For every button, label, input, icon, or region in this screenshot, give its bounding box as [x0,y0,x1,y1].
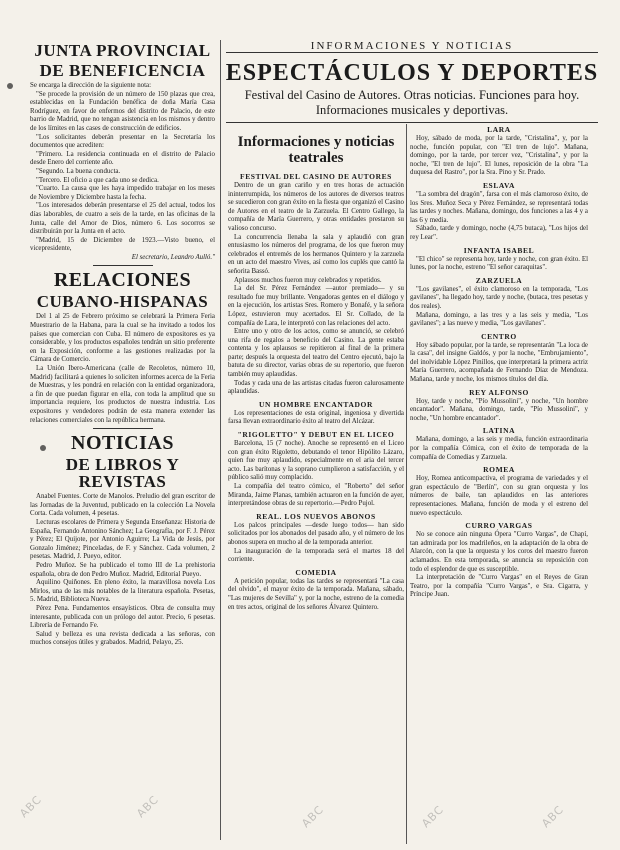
paragraph: La Unión Ibero-Americana (calle de Recoletos, número 10, Madrid) facilitará a quienes lo soliciten informes acerca de la Feria de Muestras, y les pondrá en relación con la entidad organizadora, a fin de que puedan figurar en ella, con toda la amplitud que su importancia requiere, los productos de nuestra industria. Los expositores y vendedores podrán de esta manera extender las relaciones comerciales con la república hermana. [30,365,215,424]
paragraph: "Madrid, 15 de Diciembre de 1923.—Visto bueno, el vicepresidente, [30,236,215,253]
section-heading: CURRO VARGAS [465,521,533,531]
paragraph: Hoy sábado popular, por la tarde, se representarán "La loca de la casa", del insigne Galdós, y por la noche, "Embrujamiento", del inolvidable López Pinillos, que interpretará la primera actriz María Guerrero, acompañada de Fernando Díaz de Mendoza. Mañana, tarde y noche, los mismos títulos del día. [410,341,588,384]
section-heading: UN HOMBRE ENCANTADOR [259,399,373,409]
paragraph: La interpretación de "Curro Vargas" en el Reyes de Gran Teatro, por la compañía "Curro Vargas", e Sra. Cigarra, y Príncipe Juan. [410,574,588,599]
section-heading: INFANTA ISABEL [463,245,535,255]
paragraph: "Segundo. La buena conducta. [36,167,121,175]
paragraph: Mañana, domingo, a las seis y media, función extraordinaria por la compañía Cómica, con el éxito de temporada de la compañía de Comedias y Zarzuela. [410,436,588,461]
headline-cubano-hispanas: CUBANO-HISPANAS [36,292,209,312]
section-heading: CENTRO [481,331,517,341]
page-title: ESPECTÁCULOS Y DEPORTES [225,60,599,86]
paragraph: Pérez Pena. Fundamentos ensayísticos. Obra de consulta muy interesante, publicada con un prólogo del autor. Precio, 6 pesetas. Librería de Fernando Fe. [30,604,215,630]
paragraph: Aplausos muchos fueron muy celebrados y repetidos. [234,276,382,284]
paragraph: "Los solicitantes deberán presentar en la Secretaría los documentos que acrediten: [30,133,215,150]
paragraph: La concurrencia llenaba la sala y aplaudió con gran entusiasmo los números del programa, de los que fueron muy celebrados el entremés de los hermanos Quintero y la zarzuela en un acto del maestro Vives, así como los cuplés que cantó la señorita Bassó. [228,233,404,275]
headline-beneficencia: DE BENEFICENCIA [39,61,206,80]
paragraph: Entre uno y otro de los actos, como se anunció, se celebró una rifa de regalos a beneficio del Casino. La gente estaba contenta y los aplausos se repitieron al final de la primera parte; después la orquesta del teatro del Centro ejecutó, bajo la batuta de su director, varias obras de su repertorio, que fueron también muy aplaudidas. [228,328,404,379]
signature: El secretario, Leandro Aulló." [131,253,215,261]
left-column [30,40,215,648]
paragraph: "La sombra del dragón", farsa con el más clamoroso éxito, de los Sres. Muñoz Seca y Pérez Fernández, se representará todas las tardes y noches. Mañana, domingo, dos funciones a las 4 y a las 6 y media. [410,190,588,224]
paragraph: Lecturas escolares de Primera y Segunda Enseñanza: Historia de España, Fernando Antonino Sánchez; La Geografía, por F. J. Pérez y Pérez; El Quijote, por Antonio Aguirre; La Vida de Jesús, por Gonzalo Jiménez; Pinceladas, de F. y Sánchez. Cada volumen, 2 pesetas. Madrid, J. Pueyo, editor. [30,518,215,561]
paragraph: "El chico" se representa hoy, tarde y noche, con gran éxito. El lunes, por la noche, estreno "El señor caraquitas". [410,255,588,272]
paragraph: Los representaciones de esta original, ingeniosa y divertida farsa llevan extraordinario éxito al teatro del Alcázar. [228,409,404,426]
paragraph: Barcelona, 15 (7 noche). Anoche se representó en el Liceo con gran éxito Rigoletto, debutando el tenor Hipólito Lázaro, quien fue muy aplaudido, especialmente en el aria del tercer acto. Las barítonas y la soprano cumplieron a satisfacción, y el público salió muy complacido. [228,440,404,482]
paragraph: No se conoce aún ninguna Ópera "Curro Vargas", de Chapí, tan admirada por los madrileños, en la adaptación de la obra de Alarcón, con la que la orquesta y los coros del maestro fueron aclamados. En esta temporada, se anuncia su reposición con todo el esplendor de que es susceptible. [410,531,588,573]
paragraph: Salud y belleza es una revista dedicada a las señoras, con muchos consejos útiles y grabados. Madrid, Pelayo, 25. [30,630,215,647]
divider [93,428,153,429]
paragraph: "Los interesados deberán presentarse el 25 del actual, todos los días laborables, de cuatro a seis de la tarde, en las oficinas de la Junta, calle del Amor de Dios, número 6. Los socorros se distribuirán por la Junta en el acto. [30,202,215,236]
watermark-stamp: ABC [17,792,45,821]
watermark-stamp: ABC [134,792,162,821]
paragraph: Se encarga la dirección de la siguiente nota: [30,82,151,89]
ink-mark [40,445,46,451]
paragraph: Aquilino Quiñones. En pleno éxito, la maravillosa novela Los Mirlos, una de las más notables de la literatura española. Pesetas, 5. Madrid, Biblioteca Nueva. [30,579,215,604]
paragraph: "Los gavilanes", el éxito clamoroso en la temporada, "Los gavilanes", ha llegado hoy, tarde y noche, (butaca, tres pesetas y dos reales). [410,285,588,310]
paragraph: La inauguración de la temporada será el martes 18 del corriente. [228,547,404,564]
paragraph: "Primero. La residencia continuada en el distrito de Palacio desde Enero del corriente año. [30,150,215,167]
section-heading: ROMEA [483,465,515,475]
section-heading: "RIGOLETTO" Y DEBUT EN EL LICEO [237,430,395,440]
section-heading: COMEDIA [295,567,337,577]
paragraph: Los palcos principales —desde luego todos— han sido solicitados por los abonados del pasado año, y el número de los abonos supera en mucho al de la temporada anterior. [228,521,404,546]
paragraph: Hoy, sábado de moda, por la tarde, "Cristalina", y, por la noche, función popular, con "El tren de lujo". Mañana, domingo, por la tarde, por tercer vez, "Cristalina", y por la noche, "El tren de lujo". El lunes, reposición de la obra "La duquesa del Rastro", por la Sra. Pino y Sr. Prado. [410,135,588,177]
column-divider [220,40,221,840]
page-subtitle: Festival del Casino de Autores. Otras noticias. Funciones para hoy. Informaciones musicales y deportivas. [244,88,580,117]
ink-mark [7,83,13,89]
paragraph: Anabel Fuentes. Corte de Manolos. Preludio del gran escritor de las Jornadas de la Juventud, publicado en la colección La Novela Corta. Cada volumen, 4 pesetas. [30,493,215,518]
headline-junta: JUNTA PROVINCIAL [34,41,211,60]
paragraph: A petición popular, todas las tardes se representará "La casa del olvido", el mayor éxito de la temporada. Mañana, sábado, "Las mujeres de Sevilla" y, por la noche, estreno de la comedia en tres actos, original de los señores Álvarez Quintero. [228,577,404,611]
column-divider [406,124,407,844]
paragraph: La compañía del teatro cómico, el "Roberto" del señor Miranda, Jaime Planas, también actuaron en la función de ayer, interpretándose obras de su repertorio.—Pedro Pujol. [228,483,404,508]
section-heading: REY ALFONSO [469,387,529,397]
section-heading: FESTIVAL DEL CASINO DE AUTORES [240,172,392,181]
section-heading: ZARZUELA [475,275,523,285]
headline-noticias: NOTICIAS [71,432,174,455]
section-heading: REAL. LOS NUEVOS ABONOS [256,511,376,521]
watermark-stamp: ABC [419,802,447,831]
paragraph: Pedro Muñoz. Se ha publicado el tomo III de La prehistoria española, obra de don Pedro Muñoz. Madrid, Editorial Pueyo. [30,561,215,578]
middle-column [228,130,404,612]
paragraph: "Cuarto. La causa que les haya impedido trabajar en los meses de Noviembre y Diciembre hasta la fecha. [30,185,215,201]
paragraph: Hoy, Romea anticompactiva, el programa de variedades y el gran espectáculo de "Berlín", con su gran orquesta y los números de baile, tan aplaudidos en las anteriores representaciones. Mañana, función de moda y el estreno del nuevo espectáculo. [410,475,588,517]
watermark-stamp: ABC [539,802,567,831]
headline-libros-revistas: DE LIBROS Y REVISTAS [65,455,180,492]
paragraph: Todas y cada una de las artistas citadas fueron calurosamente aplaudidas. [228,379,404,396]
section-heading: LATINA [482,426,516,436]
paragraph: Del 1 al 25 de Febrero próximo se celebrará la Primera Feria Muestrario de la Habana, para la cual se ha invitado a todos los países que comercian con Cuba. El número de expositores es ya considerable, y los productos españoles tendrán un sitio preferente en la Exposición, conforme a las gestiones realizadas por la Cámara de Comercio. [30,313,215,364]
paragraph: Mañana, domingo, a las tres y a las seis y media, "Los gavilanes"; a las nueve y media, "Los gavilanes". [410,311,588,328]
paragraph: Sábado, tarde y domingo, noche (4,75 butaca), "Los hijos del rey Lear". [410,225,588,241]
section-heading: LARA [487,125,511,134]
paragraph: "Tercero. El oficio a que cada uno se dedica. [36,176,159,184]
watermark-stamp: ABC [299,802,327,831]
divider [93,265,153,266]
headline-teatrales: Informaciones y noticias teatrales [237,134,395,166]
paragraph: "Se procede la provisión de un número de 150 plazas que crea, establecidas en la Fundación benéfica de doña María Casa Rodríguez, en favor de enfermos del distrito de Palacio, de este barrio de Madrid, que no tengan asistencia en los mismos y dentro de los límites en las cases de construcción de edificios. [30,90,215,132]
paragraph: La del Sr. Pérez Fernández —autor premiado— y su resultado fue muy brillante. Vengadoras gentes en el diálogo y en la ejecución, los artistas Sres. Romero y Bonafé, y la señora López, estuvieron muy acertados. El Sr. Collado, de la compañía de Lara, le interpretó con las relaciones del acto. [228,285,404,327]
section-header: INFORMACIONES Y NOTICIAS [226,40,598,53]
headline-relaciones: RELACIONES [53,269,192,292]
paragraph: Hoy, tarde y noche, "Pío Mussolini", y noche, "Un hombre encantador". Mañana, domingo, tarde, "Pío Mussolini", y noche, "Un hombre encantador". [410,397,588,422]
right-column [410,122,588,600]
paragraph: Dentro de un gran cariño y en tres horas de actuación ininterrumpida, los números de los autores de diversos teatros se sucedieron con gran éxito en la fiesta que organizó el Casino de Autores en el teatro de la Zarzuela. El Centro Gallego, la compañía de María Guerrero, y otras entidades prestaron su valioso concurso. [228,182,404,232]
section-heading: ESLAVA [482,180,516,190]
